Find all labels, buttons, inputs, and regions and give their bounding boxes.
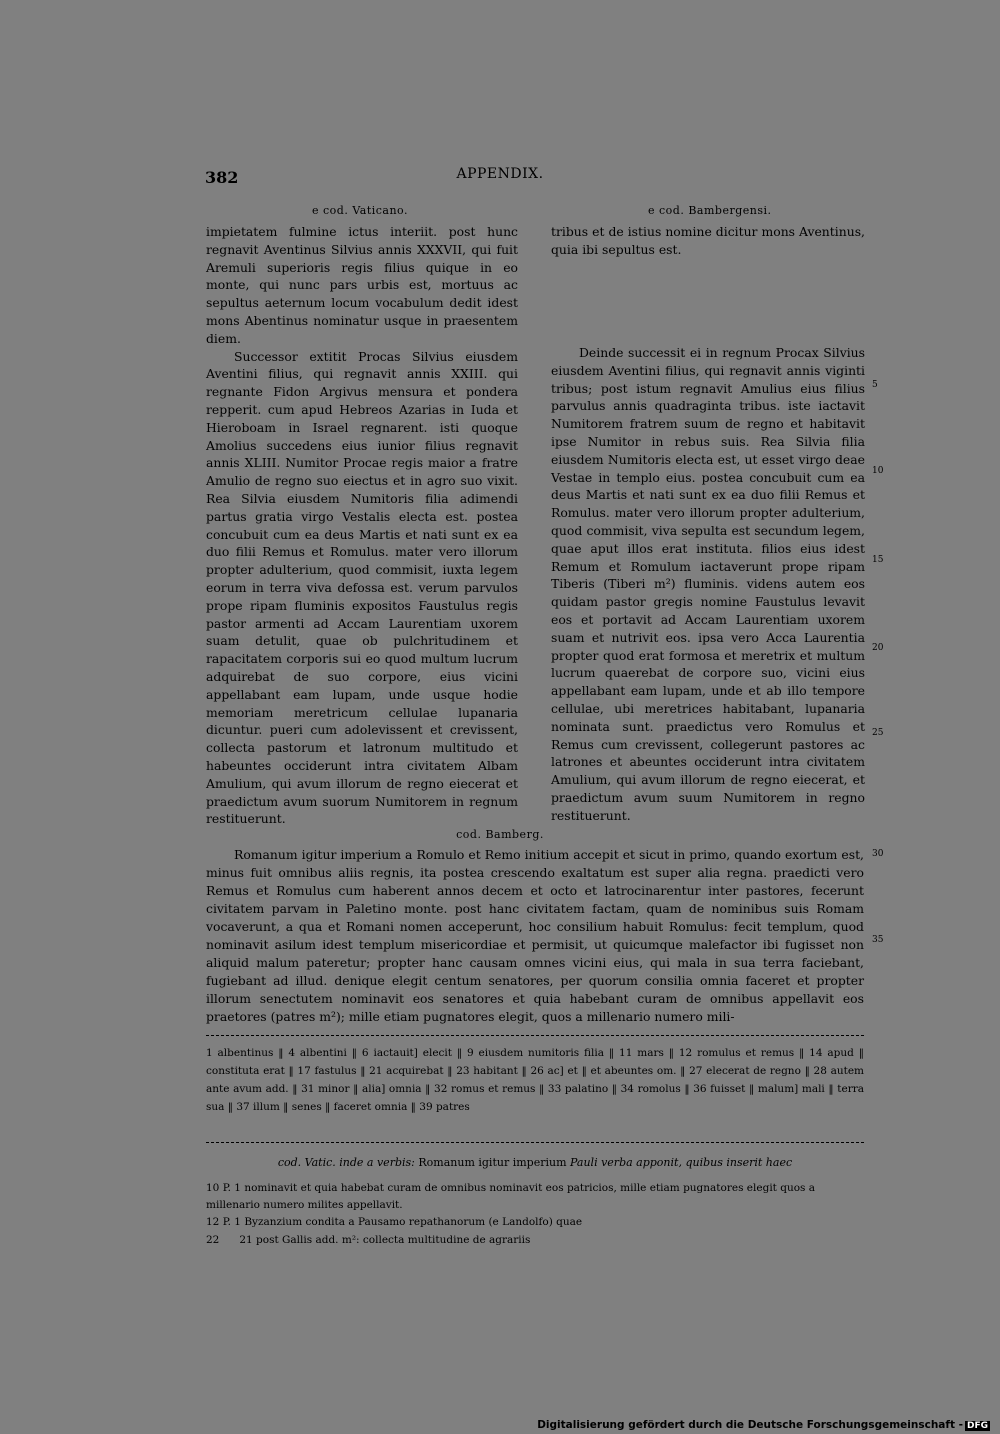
vatican-note [206,1156,864,1169]
footer-credit [537,1419,990,1431]
footnote-3 [206,1232,864,1249]
dfg-logo: DFG [966,1421,988,1431]
right-column-text [551,344,865,825]
right-paragraph-1: tribus et de istius nomine dicitur mons Aventinus, quia ibi sepultus est. [551,224,865,257]
apparatus-text: 1 albentinus ‖ 4 albentini ‖ 6 iactauit] elecit ‖ 9 eiusdem numitoris filia ‖ 11 mars ‖ 12 romulus et remus ‖ 14 apud ‖ constituta erat ‖ 17 fastulus ‖ 21 acquirebat ‖ 23 habitant ‖ 26 ac] et ‖ et abeuntes om. ‖ 27 elecerat de regno ‖ 28 autem ante avum add. ‖ 31 minor ‖ alia] omnia ‖ 32 romus et remus ‖ 33 palatino ‖ 34 romolus ‖ 36 fuisset ‖ malum] mali ‖ terra sua ‖ 37 illum ‖ senes ‖ faceret omnia ‖ 39 patres [206,1047,864,1113]
full-width-paragraph: Romanum igitur imperium a Romulo et Remo initium accepit et sicut in primo, quando exortum est, minus fuit omnibus aliis regnis, ita postea crescendo exaltatum est super alia regna. praedicti vero Remus et Romulus cum haberent annos decem et octo et latrocinarentur inter pastores, fecerunt civitatem parvam in Paletino monte. post hanc civitatem factam, quam de nominibus suis Romam vocaverunt, a qua et Romani nomen acceperunt, hoc consilium habuit Romulus: fecit templum, quod nominavit asilum idest templum misericordiae et permisit, ut quicumque malefactor ibi fugisset non aliquid malum pateretur; propter hanc causam omnes vicini eius, qui mala in sua terra faciebant, fugiebant ad illud. denique elegit centum senatores, per quorum consilia omnia faceret et propter illorum senectutem nominavit eos senatores et quia habebant curam de omnibus appellavit eos praetores (patres m²); mille etiam pugnatores elegit, quos a millenario numero mili- [206,847,864,1024]
right-column-heading: e cod. Bambergensi. [648,204,772,217]
footnote-3-text: 21 post Gallis add. m²: collecta multitudine de agrariis [239,1234,531,1246]
footnote-1 [206,1180,864,1214]
running-head: APPENDIX. [456,166,544,182]
line-number-30: 30 [872,849,884,859]
line-number-15: 15 [872,555,884,565]
critical-apparatus [206,1044,864,1116]
footnote-2-text: Byzanzium condita a Pausamo repathanorum (e Landolfo) quae [244,1216,583,1228]
footnote-2 [206,1214,864,1231]
line-number-25: 25 [872,728,884,738]
right-column-text-top [551,223,865,259]
footnote-1-text: nominavit et quia habebat curam de omnibus nominavit eos patricios, mille etiam pugnatores elegit quos a millenario numero milites appellavit. [206,1182,816,1211]
line-number-35: 35 [872,935,884,945]
line-number-20: 20 [872,643,884,653]
line-number-5: 5 [872,380,878,390]
page-number: 382 [205,168,239,187]
vatican-note-quote: Romanum igitur imperium [418,1156,567,1169]
full-width-heading: cod. Bamberg. [456,828,544,841]
left-column-heading: e cod. Vaticano. [312,204,408,217]
left-paragraph-2: Successor extitit Procas Silvius eiusdem Aventini filius, qui regnavit annis XXIII. qui regnante Fidon Argivus mensura et pondera repperit. cum apud Hebreos Azarias in Iuda et Hieroboam in Israel regnarent. isti quoque Amolius succedens eius iunior filius regnavit annis XLIII. Numitor Procae regis maior a fratre Amulio de regno suo eiectus et in agro suo vixit. Rea Silvia eiusdem Numitoris filia adimendi partus gratia virgo Vestalis electa est. postea concubuit cum ea deus Martis et nati sunt ex ea duo filii Remus et Romulus. mater vero illorum propter adulterium, quod commisit, iuxta legem eorum in terra viva defossa est. verum parvulos prope ripam fluminis expositos Faustulus regis pastor armenti ad Accam Laurentiam uxorem suam detulit, quae ob pulchritudinem et rapacitatem corporis sui eo quod multum lucrum adquirebat de suo corpore, eius vicini appellabant eam lupam, unde usque hodie memoriam meretricum cellulae lupanaria dicuntur. pueri cum adolevissent et crevissent, collecta pastorum et latronum multitudo et habeuntes occiderunt intra civitatem Albam Amulium, qui avum illorum de regno eiecerat et praedictum avum suorum Numitorem in regnum restituerunt. [206,348,518,827]
footer-text: Digitalisierung gefördert durch die Deutsche Forschungsgemeinschaft - [537,1419,963,1431]
apparatus-rule-bottom [206,1142,864,1143]
vatican-note-tail: Pauli verba apponit, quibus inserit haec [570,1156,793,1169]
left-column-text [206,223,518,828]
right-paragraph-2: Deinde successit ei in regnum Procax Silvius eiusdem Aventini filius, qui regnavit annis viginti tribus; post istum regnavit Amulius eius filius parvulus annis quadraginta tribus. iste iactavit Numitorem fratrem suum de regno et habitavit ipse Numitor in rebus suis. Rea Silvia filia eiusdem Numitoris electa est, ut esset virgo deae Vestae in templo eius. postea concubuit cum ea deus Martis et nati sunt ex ea duo filii Remus et Romulus. mater vero illorum propter adulterium, quod commisit, viva sepulta est secundum legem, quae aput illos erat instituta. filios eius idest Remum et Romulum iactaverunt prope ripam Tiberis (Tiberi m²) fluminis. videns autem eos quidam pastor gregis nomine Faustulus levavit eos et portavit ad Accam Laurentiam uxorem suam et nutrivit eos. ipsa vero Acca Laurentia propter quod erat formosa et meretrix et multum lucrum quaerebat de corpore suo, vicini eius appellabant eam lupam, unde et ab illo tempore cellulae, ubi meretrices habitabant, lupanaria nominata sunt. praedictus vero Romulus et Remus cum crevissent, collegerunt pastores ac latrones et abeuntes occiderunt intra civitatem Amulium, qui avum illorum de regno eiecerat, et praedictum avum suum Numitorem in regno restituerunt. [551,345,865,823]
footnote-1-tag: 10 P. 1 [206,1182,241,1194]
vatican-note-lead: cod. Vatic. inde a verbis: [277,1156,415,1169]
footnote-3-tag: 22 [206,1234,220,1246]
apparatus-rule-top [206,1035,864,1036]
footnote-2-tag: 12 P. 1 [206,1216,241,1228]
left-paragraph-1: impietatem fulmine ictus interiit. post hunc regnavit Aventinus Silvius annis XXXVII, qui fuit Aremuli superioris regis filius quique in eo monte, qui nunc pars urbis est, mortuus ac sepultus aeternum locum vocabulum dedit idest mons Abentinus nominatur usque in praesentem diem. [206,224,518,346]
line-number-10: 10 [872,466,884,476]
full-width-text [206,846,864,1026]
